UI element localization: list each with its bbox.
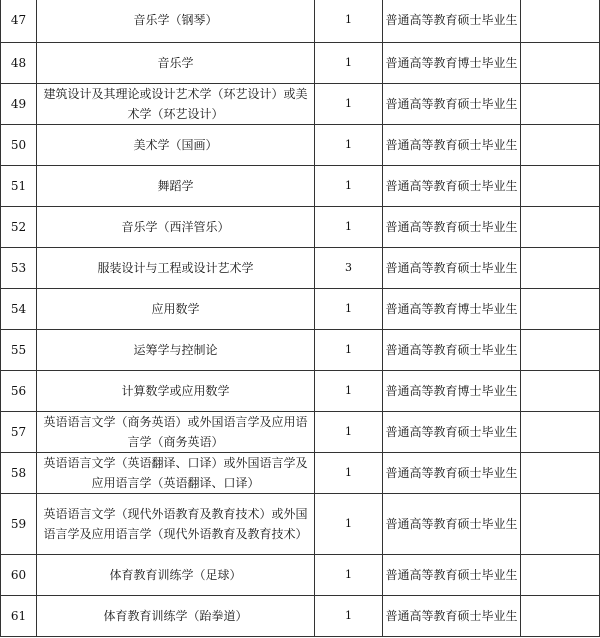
- notes-cell: [521, 596, 600, 637]
- notes-cell: [521, 289, 600, 330]
- table-row: [1, 166, 600, 207]
- notes-cell: [521, 207, 600, 248]
- major-name: 计算数学或应用数学: [37, 371, 315, 412]
- major-name: 应用数学: [37, 289, 315, 330]
- table-row: [1, 0, 600, 43]
- major-name: 建筑设计及其理论或设计艺术学（环艺设计）或美术学（环艺设计）: [37, 84, 315, 125]
- row-number: 54: [1, 289, 37, 330]
- notes-cell: [521, 84, 600, 125]
- row-number: 59: [1, 494, 37, 555]
- notes-cell: [521, 43, 600, 84]
- major-name: 服装设计与工程或设计艺术学: [37, 248, 315, 289]
- row-number: 58: [1, 453, 37, 494]
- row-number: 55: [1, 330, 37, 371]
- row-number: 61: [1, 596, 37, 637]
- major-name: 音乐学（西洋管乐）: [37, 207, 315, 248]
- education-requirement: 普通高等教育硕士毕业生: [383, 596, 521, 637]
- row-number: 56: [1, 371, 37, 412]
- education-requirement: 普通高等教育硕士毕业生: [383, 330, 521, 371]
- education-requirement: 普通高等教育硕士毕业生: [383, 84, 521, 125]
- quota-count: 1: [315, 412, 383, 453]
- major-name: 英语语言文学（英语翻译、口译）或外国语言学及应用语言学（英语翻译、口译）: [37, 453, 315, 494]
- row-number: 51: [1, 166, 37, 207]
- table-row: [1, 207, 600, 248]
- notes-cell: [521, 555, 600, 596]
- major-name: 英语语言文学（现代外语教育及教育技术）或外国语言学及应用语言学（现代外语教育及教育技术）: [37, 494, 315, 555]
- quota-count: 1: [315, 289, 383, 330]
- notes-cell: [521, 330, 600, 371]
- quota-count: 1: [315, 596, 383, 637]
- row-number: 50: [1, 125, 37, 166]
- table-row: [1, 43, 600, 84]
- notes-cell: [521, 494, 600, 555]
- table-row: [1, 494, 600, 555]
- table-row: [1, 555, 600, 596]
- education-requirement: 普通高等教育博士毕业生: [383, 371, 521, 412]
- quota-count: 1: [315, 555, 383, 596]
- quota-count: 1: [315, 494, 383, 555]
- education-requirement: 普通高等教育硕士毕业生: [383, 412, 521, 453]
- row-number: 52: [1, 207, 37, 248]
- row-number: 47: [1, 0, 37, 43]
- notes-cell: [521, 248, 600, 289]
- education-requirement: 普通高等教育博士毕业生: [383, 289, 521, 330]
- notes-cell: [521, 453, 600, 494]
- major-name: 运筹学与控制论: [37, 330, 315, 371]
- notes-cell: [521, 125, 600, 166]
- quota-count: 1: [315, 207, 383, 248]
- quota-count: 1: [315, 166, 383, 207]
- major-name: 体育教育训练学（跆拳道）: [37, 596, 315, 637]
- education-requirement: 普通高等教育硕士毕业生: [383, 125, 521, 166]
- quota-count: 1: [315, 84, 383, 125]
- education-requirement: 普通高等教育硕士毕业生: [383, 494, 521, 555]
- table-row: [1, 330, 600, 371]
- quota-count: 1: [315, 125, 383, 166]
- education-requirement: 普通高等教育硕士毕业生: [383, 555, 521, 596]
- education-requirement: 普通高等教育硕士毕业生: [383, 453, 521, 494]
- major-name: 音乐学: [37, 43, 315, 84]
- notes-cell: [521, 412, 600, 453]
- education-requirement: 普通高等教育博士毕业生: [383, 43, 521, 84]
- quota-count: 1: [315, 330, 383, 371]
- table-row: [1, 596, 600, 637]
- row-number: 60: [1, 555, 37, 596]
- table-row: [1, 248, 600, 289]
- notes-cell: [521, 166, 600, 207]
- quota-count: 1: [315, 453, 383, 494]
- major-name: 舞蹈学: [37, 166, 315, 207]
- row-number: 57: [1, 412, 37, 453]
- education-requirement: 普通高等教育硕士毕业生: [383, 0, 521, 43]
- major-name: 音乐学（钢琴）: [37, 0, 315, 43]
- education-requirement: 普通高等教育硕士毕业生: [383, 166, 521, 207]
- major-name: 英语语言文学（商务英语）或外国语言学及应用语言学（商务英语）: [37, 412, 315, 453]
- education-requirement: 普通高等教育硕士毕业生: [383, 248, 521, 289]
- row-number: 49: [1, 84, 37, 125]
- quota-count: 3: [315, 248, 383, 289]
- major-name: 美术学（国画）: [37, 125, 315, 166]
- notes-cell: [521, 371, 600, 412]
- quota-count: 1: [315, 371, 383, 412]
- table-row: [1, 84, 600, 125]
- notes-cell: [521, 0, 600, 43]
- row-number: 53: [1, 248, 37, 289]
- table-row: [1, 453, 600, 494]
- quota-count: 1: [315, 43, 383, 84]
- quota-count: 1: [315, 0, 383, 43]
- table-row: [1, 125, 600, 166]
- major-name: 体育教育训练学（足球）: [37, 555, 315, 596]
- education-requirement: 普通高等教育硕士毕业生: [383, 207, 521, 248]
- table-row: [1, 289, 600, 330]
- row-number: 48: [1, 43, 37, 84]
- table-row: [1, 371, 600, 412]
- table-row: [1, 412, 600, 453]
